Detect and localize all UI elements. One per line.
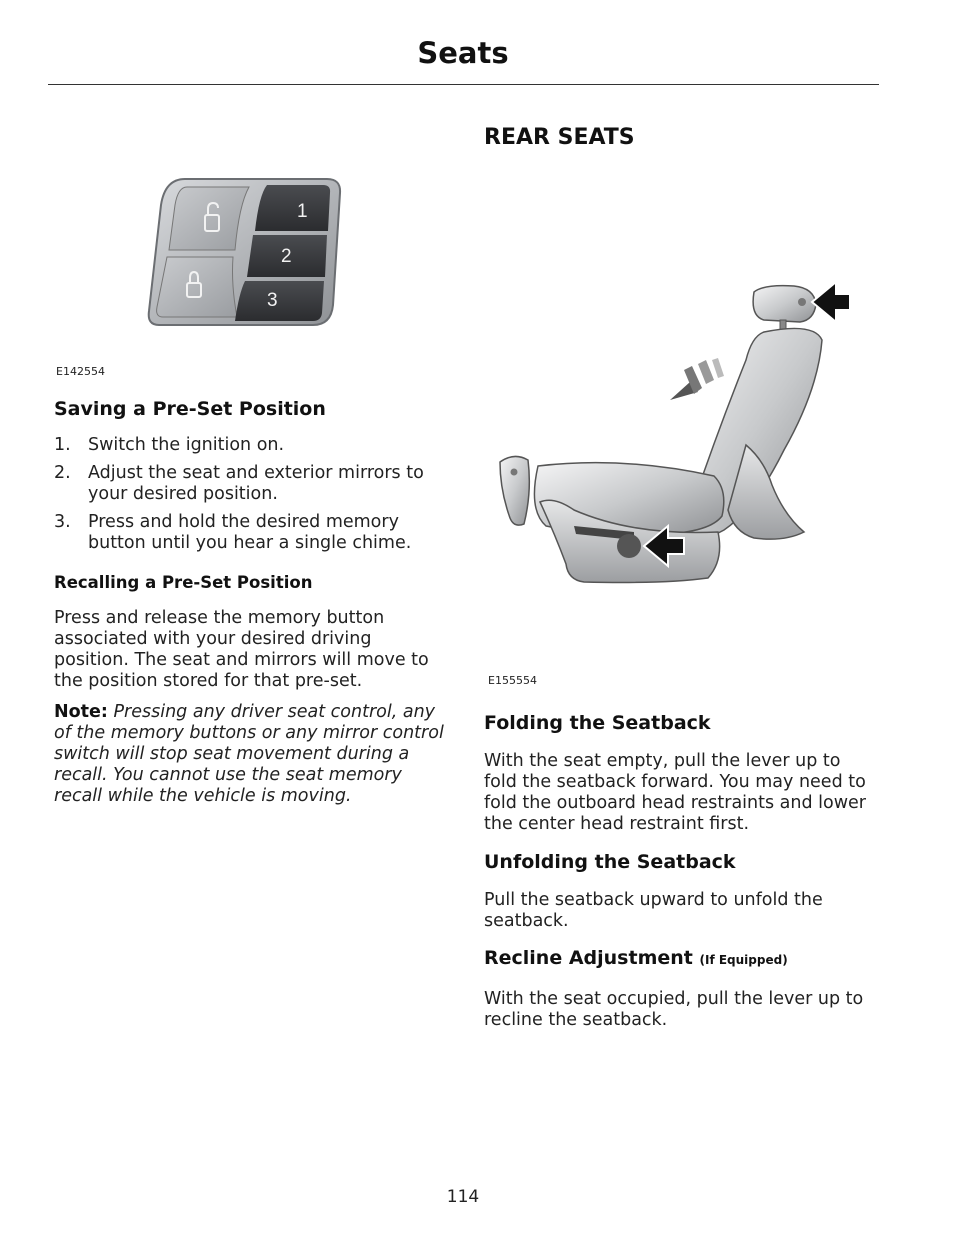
heading-unfolding-seatback: Unfolding the Seatback bbox=[484, 851, 736, 873]
recalling-body: Press and release the memory button associated with your desired driving position. The seat and mirrors will move to the position stored for that pre-set. bbox=[54, 608, 429, 691]
rear-seat-fold-illustration bbox=[484, 270, 874, 600]
memory-button-2: 2 bbox=[281, 246, 292, 267]
note-text: Pressing any driver seat control, any of the memory buttons or any mirror control switch will stop seat movement during a recall. You cannot use the seat memory recall while the vehicle is moving. bbox=[54, 702, 444, 806]
note-label: Note: bbox=[54, 702, 108, 722]
step-number: 1. bbox=[54, 435, 71, 455]
saving-steps-list bbox=[54, 435, 446, 561]
heading-folding-seatback: Folding the Seatback bbox=[484, 712, 711, 734]
list-item bbox=[54, 512, 446, 554]
step-number: 2. bbox=[54, 463, 71, 483]
section-title-rear-seats: REAR SEATS bbox=[484, 125, 635, 150]
heading-recline-adjustment bbox=[484, 947, 788, 969]
figure-code-rear-seat: E155554 bbox=[488, 674, 537, 687]
memory-button-1: 1 bbox=[297, 201, 308, 222]
recline-body: With the seat occupied, pull the lever up to recline the seatback. bbox=[484, 989, 864, 1030]
list-item bbox=[54, 463, 446, 505]
step-text: Switch the ignition on. bbox=[88, 435, 285, 455]
step-text: Press and hold the desired memory button until you hear a single chime. bbox=[88, 512, 412, 553]
page-number: 114 bbox=[446, 1187, 480, 1207]
arrow-icon bbox=[812, 282, 850, 322]
recline-qualifier: (If Equipped) bbox=[699, 953, 788, 967]
unfolding-body: Pull the seatback upward to unfold the seatback. bbox=[484, 890, 823, 931]
heading-saving-preset: Saving a Pre-Set Position bbox=[54, 398, 326, 420]
figure-code-memory-switch: E142554 bbox=[56, 365, 105, 378]
heading-recalling-preset: Recalling a Pre-Set Position bbox=[54, 573, 313, 592]
memory-button-3: 3 bbox=[267, 290, 278, 311]
memory-seat-switch-illustration bbox=[145, 175, 345, 330]
step-text: Adjust the seat and exterior mirrors to your desired position. bbox=[88, 463, 424, 504]
step-number: 3. bbox=[54, 512, 71, 532]
recline-heading-text: Recline Adjustment bbox=[484, 947, 693, 969]
title-divider bbox=[48, 84, 879, 85]
page-title: Seats bbox=[417, 36, 509, 70]
list-item bbox=[54, 435, 446, 456]
note-paragraph bbox=[54, 702, 446, 807]
folding-body: With the seat empty, pull the lever up to fold the seatback forward. You may need to fold the outboard head restraints and lower the center head restraint first. bbox=[484, 751, 866, 834]
